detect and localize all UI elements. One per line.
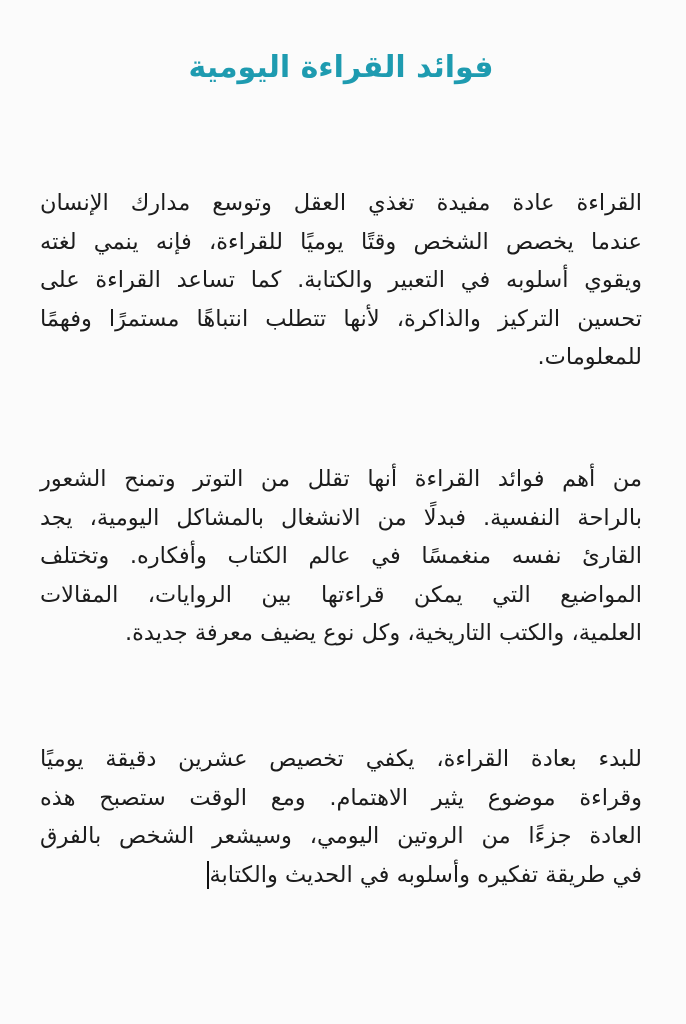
paragraph-line: بالراحة النفسية. فبدلًا من الانشغال بالمشاكل اليومية، يجد (40, 504, 642, 531)
paragraph-line: القراءة عادة مفيدة تغذي العقل وتوسع مدارك الإنسان (40, 190, 642, 216)
paragraph-line: عندما يخصص الشخص وقتًا يوميًا للقراءة، فإنه ينمي لغته (40, 228, 642, 255)
paragraph-line: ويقوي أسلوبه في التعبير والكتابة. كما تساعد القراءة على (40, 267, 642, 293)
paragraph-line-with-caret (40, 856, 642, 895)
paragraph-3[interactable] (40, 740, 642, 894)
paragraph-line: تحسين التركيز والذاكرة، لأنها تتطلب انتباهًا مستمرًا وفهمًا (40, 305, 642, 332)
paragraph-line: المواضيع التي يمكن قراءتها بين الروايات، المقالات (40, 581, 642, 608)
paragraph-line-text: في طريقة تفكيره وأسلوبه في الحديث والكتابة (209, 861, 642, 888)
paragraph-line: من أهم فوائد القراءة أنها تقلل من التوتر وتمنح الشعور (40, 466, 642, 492)
paragraph-line: للمعلومات. (537, 344, 642, 370)
paragraph-line: القارئ نفسه منغمسًا في عالم الكتاب وأفكاره. وتختلف (40, 543, 642, 569)
paragraph-1[interactable] (40, 184, 642, 377)
paragraph-line: العادة جزءًا من الروتين اليومي، وسيشعر الشخص بالفرق (40, 823, 642, 849)
document-title: فوائد القراءة اليومية (188, 50, 494, 85)
paragraph-line: العلمية، والكتب التاريخية، وكل نوع يضيف معرفة جديدة. (124, 620, 642, 646)
paragraph-2[interactable] (40, 460, 642, 653)
paragraph-line: وقراءة موضوع يثير الاهتمام. ومع الوقت ستصبح هذه (40, 784, 642, 811)
paragraph-line: للبدء بعادة القراءة، يكفي تخصيص عشرين دقيقة يوميًا (40, 746, 642, 772)
